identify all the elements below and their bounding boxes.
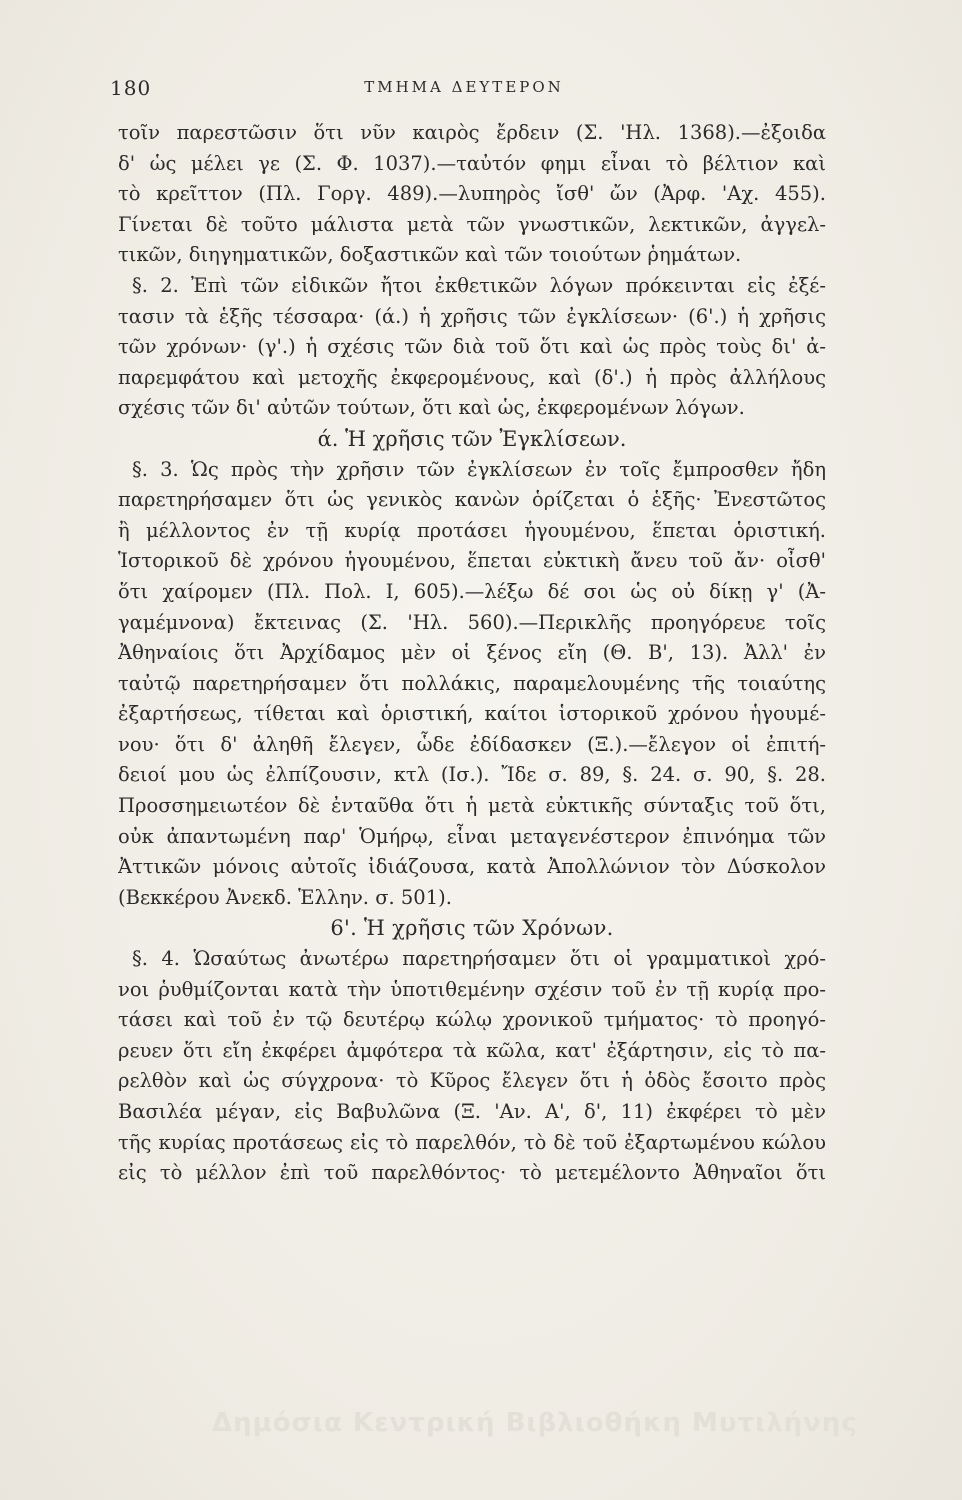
text-line: Ἀθηναίοις ὅτι Ἀρχίδαμος μὲν οἱ ξένος εἴη (Θ. Β', 13). Ἀλλ' ἐν	[118, 641, 826, 665]
text-line: τῶν χρόνων· (γ'.) ἡ σχέσις τῶν διὰ τοῦ ὅτι καὶ ὡς πρὸς τοὺς δι' ἀ-	[118, 335, 826, 359]
text-line: §. 2. Ἐπὶ τῶν εἰδικῶν ἤτοι ἐκθετικῶν λόγων πρόκεινται εἰς ἐξέ-	[132, 273, 826, 297]
text-line: παρεμφάτου καὶ μετοχῆς ἐκφερομένους, καὶ (δ'.) ἡ πρὸς ἀλλήλους	[118, 365, 826, 389]
text-line: τικῶν, διηγηματικῶν, δοξαστικῶν καὶ τῶν τοιούτων ῥημάτων.	[118, 243, 742, 267]
text-line: Ἀττικῶν μόνοις αὐτοῖς ἰδιάζουσα, κατὰ Ἀπολλώνιον τὸν Δύσκολον	[118, 855, 826, 879]
text-line: δ' ὡς μέλει γε (Σ. Φ. 1037).—ταὐτόν φημι εἶναι τὸ βέλτιον καὶ	[118, 151, 826, 175]
running-head: ΤΜΗΜΑ ΔΕΥΤΕΡΟΝ	[364, 78, 564, 96]
text-line: Ἱστορικοῦ δὲ χρόνου ἡγουμένου, ἕπεται εὐκτικὴ ἄνευ τοῦ ἄν· οἶσθ'	[118, 549, 826, 573]
text-line: Προσσημειωτέον δὲ ἐνταῦθα ὅτι ἡ μετὰ εὐκτικῆς σύνταξις τοῦ ὅτι,	[118, 794, 826, 818]
text-line: τασιν τὰ ἑξῆς τέσσαρα· (ά.) ἡ χρῆσις τῶν ἐγκλίσεων· (6'.) ἡ χρῆσις	[118, 304, 826, 328]
text-line: νοι ῥυθμίζονται κατὰ τὴν ὑποτιθεμένην σχέσιν τοῦ ἐν τῇ κυρίᾳ προ-	[118, 977, 826, 1001]
text-line: Βασιλέα μέγαν, εἰς Βαβυλῶνα (Ξ. 'Αν. Α', δ', 11) ἐκφέρει τὸ μὲν	[118, 1100, 826, 1123]
text-line: τὸ κρεῖττον (Πλ. Γοργ. 489).—λυπηρὸς ἴσθ' ὤν (Ἀρφ. 'Αχ. 455).	[118, 182, 826, 206]
text-line: §. 3. Ὡς πρὸς τὴν χρῆσιν τῶν ἐγκλίσεων ἐν τοῖς ἔμπροσθεν ἤδη	[132, 457, 826, 481]
text-line: νου· ὅτι δ' ἀληθῆ ἔλεγεν, ὧδε ἐδίδασκεν (Ξ.).—ἔλεγον οἱ ἐπιτή-	[118, 732, 826, 756]
text-line: εἰς τὸ μέλλον ἐπὶ τοῦ παρελθόντος· τὸ μετεμέλοντο Ἀθηναῖοι ὅτι	[118, 1161, 826, 1185]
text-line: παρετηρήσαμεν ὅτι ὡς γενικὸς κανὼν ὁρίζεται ὁ ἑξῆς· Ἐνεστῶτος	[118, 488, 826, 512]
text-line: σχέσις τῶν δι' αὐτῶν τούτων, ὅτι καὶ ὡς, ἐκφερομένων λόγων.	[118, 396, 745, 420]
page-number: 180	[110, 76, 152, 100]
text-line: (Βεκκέρου Ἀνεκδ. Ἑλλην. σ. 501).	[118, 885, 452, 909]
text-line: τῆς κυρίας προτάσεως εἰς τὸ παρελθόν, τὸ δὲ τοῦ ἐξαρτωμένου κώλου	[118, 1130, 826, 1154]
section-heading: ά. Ἡ χρῆσις τῶν Ἐγκλίσεων.	[317, 426, 627, 451]
text-line: δειοί μου ὡς ἐλπίζουσιν, κτλ (Ισ.). Ἴδε σ. 89, §. 24. σ. 90, §. 28.	[118, 763, 826, 787]
text-line: οὐκ ἀπαντωμένη παρ' Ὁμήρῳ, εἶναι μεταγενέστερον ἐπινόημα τῶν	[118, 824, 826, 848]
text-line: γαμέμνονα) ἔκτεινας (Σ. 'Ηλ. 560).—Περικλῆς προηγόρευε τοῖς	[118, 610, 826, 634]
section-heading: 6'. Ἡ χρῆσις τῶν Χρόνων.	[330, 916, 614, 941]
text-line: ταὐτῷ παρετηρήσαμεν ὅτι πολλάκις, παραμελουμένης τῆς τοιαύτης	[118, 671, 826, 695]
page-header	[110, 76, 818, 106]
text-line: §. 4. Ὡσαύτως ἀνωτέρω παρετηρήσαμεν ὅτι οἱ γραμματικοὶ χρό-	[132, 947, 826, 971]
text-line: ρελθὸν καὶ ὡς σύγχρονα· τὸ Κῦρος ἔλεγεν ὅτι ἡ ὁδὸς ἔσοιτο πρὸς	[118, 1069, 826, 1093]
text-line: ὅτι χαίρομεν (Πλ. Πολ. I, 605).—λέξω δέ σοι ὡς οὐ δίκῃ γ' (Ἀ-	[118, 579, 826, 603]
text-line: ἢ μέλλοντος ἐν τῇ κυρίᾳ προτάσει ἡγουμένου, ἕπεται ὁριστική.	[118, 518, 826, 542]
library-watermark: Δημόσια Κεντρική Βιβλιοθήκη Μυτιλήνης	[212, 1408, 858, 1438]
text-line: ἐξαρτήσεως, τίθεται καὶ ὁριστική, καίτοι ἱστορικοῦ χρόνου ἡγουμέ-	[118, 702, 826, 726]
text-line: τάσει καὶ τοῦ ἐν τῷ δευτέρῳ κώλῳ χρονικοῦ τμήματος· τὸ προηγό-	[118, 1008, 826, 1032]
body-text	[118, 118, 826, 1189]
text-line: Γίνεται δὲ τοῦτο μάλιστα μετὰ τῶν γνωστικῶν, λεκτικῶν, ἀγγελ-	[118, 212, 826, 236]
text-line: τοῖν παρεστῶσιν ὅτι νῦν καιρὸς ἔρδειν (Σ. 'Ηλ. 1368).—ἐξοιδα	[118, 121, 826, 144]
text-line: ρευεν ὅτι εἴη ἐκφέρει ἀμφότερα τὰ κῶλα, κατ' ἐξάρτησιν, εἰς τὸ πα-	[118, 1038, 826, 1062]
